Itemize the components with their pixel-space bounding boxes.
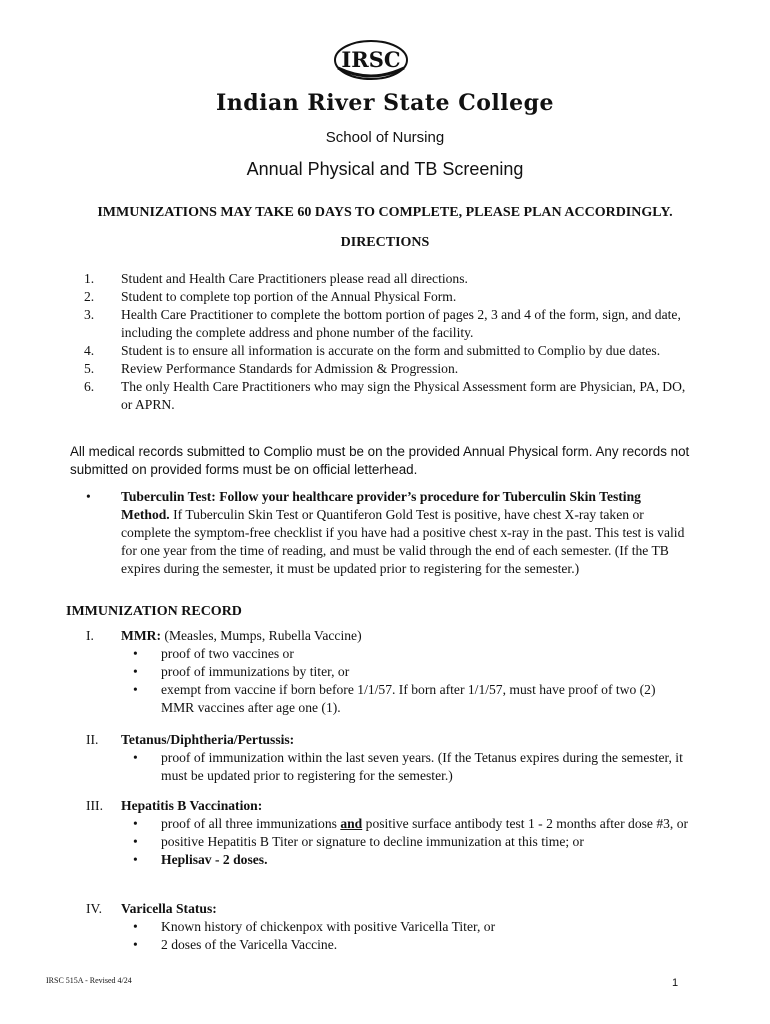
direction-number: 6.: [84, 379, 95, 394]
hepb-section: [86, 797, 690, 869]
section-number: IV.: [86, 901, 102, 916]
records-note: All medical records submitted to Complio must be on the provided Annual Physical form. Any records not submitted on provided forms must be on official letterhead.: [70, 444, 690, 477]
page-number: 1: [672, 977, 679, 989]
directions-list: [84, 270, 694, 414]
list-item: • proof of immunizations by titer, or: [121, 663, 690, 681]
list-item: • exempt from vaccine if born before 1/1/57. If born after 1/1/57, must have proof of two (2) MMR vaccines after age one (1).: [121, 681, 690, 717]
tuberculin-heading: Tuberculin Test: Follow your healthcare provider’s procedure for Tuberculin Skin Testing Method.: [121, 489, 641, 522]
directions-heading: DIRECTIONS: [340, 235, 430, 250]
section-number: I.: [86, 628, 94, 643]
form-title: Annual Physical and TB Screening: [246, 159, 524, 179]
tdap-bullet: proof of immunization within the last seven years. (If the Tetanus expires during the semester, it must be updated prior to registering for the semester.): [161, 750, 683, 783]
direction-item: [84, 360, 694, 378]
direction-number: 4.: [84, 343, 95, 358]
direction-text: Review Performance Standards for Admission & Progression.: [121, 361, 459, 376]
list-item: • 2 doses of the Varicella Vaccine.: [121, 936, 690, 954]
direction-text: The only Health Care Practitioners who may sign the Physical Assessment form are Physician, PA, DO, or APRN.: [121, 379, 686, 412]
svg-text:IRSC: IRSC: [341, 47, 401, 72]
varicella-bullet: 2 doses of the Varicella Vaccine.: [161, 937, 338, 952]
mmr-subtitle: (Measles, Mumps, Rubella Vaccine): [161, 628, 362, 643]
list-item: • proof of two vaccines or: [121, 645, 690, 663]
mmr-section: [86, 627, 690, 717]
tdap-section: [86, 731, 690, 785]
bullet: •: [86, 489, 91, 504]
school-name: School of Nursing: [325, 129, 445, 146]
irsc-logo: [332, 38, 410, 84]
form-id: IRSC 515A - Revised 4/24: [46, 976, 132, 985]
varicella-bullet: Known history of chickenpox with positive Varicella Titer, or: [161, 919, 496, 934]
list-item: • proof of all three immunizations and positive surface antibody test 1 - 2 months after dose #3, or: [133, 816, 689, 831]
direction-item: [84, 288, 694, 306]
mmr-title: MMR:: [121, 628, 162, 643]
hepb-bullet: [161, 815, 690, 833]
direction-item: [84, 342, 694, 360]
list-item: • positive Hepatitis B Titer or signature to decline immunization at this time; or: [121, 833, 690, 851]
direction-number: 1.: [84, 271, 95, 286]
hepb-bullet-post: positive surface antibody test 1 - 2 months after dose #3, or: [362, 816, 689, 831]
section-number: II.: [86, 732, 99, 747]
tuberculin-body: If Tuberculin Skin Test or Quantiferon Gold Test is positive, have chest X-ray taken or complete the symptom-free checklist if you have had a positive chest x-ray in the past. This test is valid for one year from the time of reading, and must be valid through the end of each semester. (If the TB expires during the semester, it must be updated prior to registering for the semester.): [121, 507, 685, 576]
hepb-bullet: Heplisav - 2 doses.: [161, 852, 268, 867]
varicella-section: [86, 900, 690, 954]
hepb-bullet: positive Hepatitis B Titer or signature to decline immunization at this time; or: [161, 834, 584, 849]
varicella-title: Varicella Status:: [121, 901, 217, 916]
direction-number: 3.: [84, 307, 95, 322]
direction-number: 2.: [84, 289, 95, 304]
direction-item: [84, 306, 694, 342]
hepb-title: Hepatitis B Vaccination:: [121, 798, 263, 813]
tuberculin-section: [86, 488, 690, 578]
direction-text: Health Care Practitioner to complete the bottom portion of pages 2, 3 and 4 of the form, sign, and date, including the complete address and phone number of the facility.: [121, 307, 681, 340]
tuberculin-text: [121, 488, 690, 578]
list-item: • Known history of chickenpox with positive Varicella Titer, or: [121, 918, 690, 936]
section-number: III.: [86, 798, 103, 813]
mmr-bullet: proof of two vaccines or: [161, 646, 294, 661]
direction-number: 5.: [84, 361, 95, 376]
direction-item: [84, 270, 694, 288]
hepb-bullet-pre: proof of all three immunizations: [161, 816, 341, 831]
direction-text: Student is to ensure all information is accurate on the form and submitted to Complio by due dates.: [121, 343, 661, 358]
college-name: Indian River State College: [215, 90, 554, 116]
immunization-banner: IMMUNIZATIONS MAY TAKE 60 DAYS TO COMPLETE, PLEASE PLAN ACCORDINGLY.: [97, 205, 673, 220]
mmr-bullet: exempt from vaccine if born before 1/1/57. If born after 1/1/57, must have proof of two (2) MMR vaccines after age one (1).: [161, 682, 656, 715]
hepb-bullet-and: and: [340, 816, 363, 831]
mmr-bullet: proof of immunizations by titer, or: [161, 664, 350, 679]
mmr-title-line: [121, 627, 690, 645]
tdap-title: Tetanus/Diphtheria/Pertussis:: [121, 732, 295, 747]
list-item: • proof of immunization within the last seven years. (If the Tetanus expires during the semester, it must be updated prior to registering for the semester.): [121, 749, 690, 785]
list-item: • Heplisav - 2 doses.: [121, 851, 690, 869]
direction-text: Student to complete top portion of the Annual Physical Form.: [121, 289, 457, 304]
immunization-record-heading: IMMUNIZATION RECORD: [66, 604, 242, 619]
direction-text: Student and Health Care Practitioners please read all directions.: [121, 271, 468, 286]
direction-item: [84, 378, 694, 414]
